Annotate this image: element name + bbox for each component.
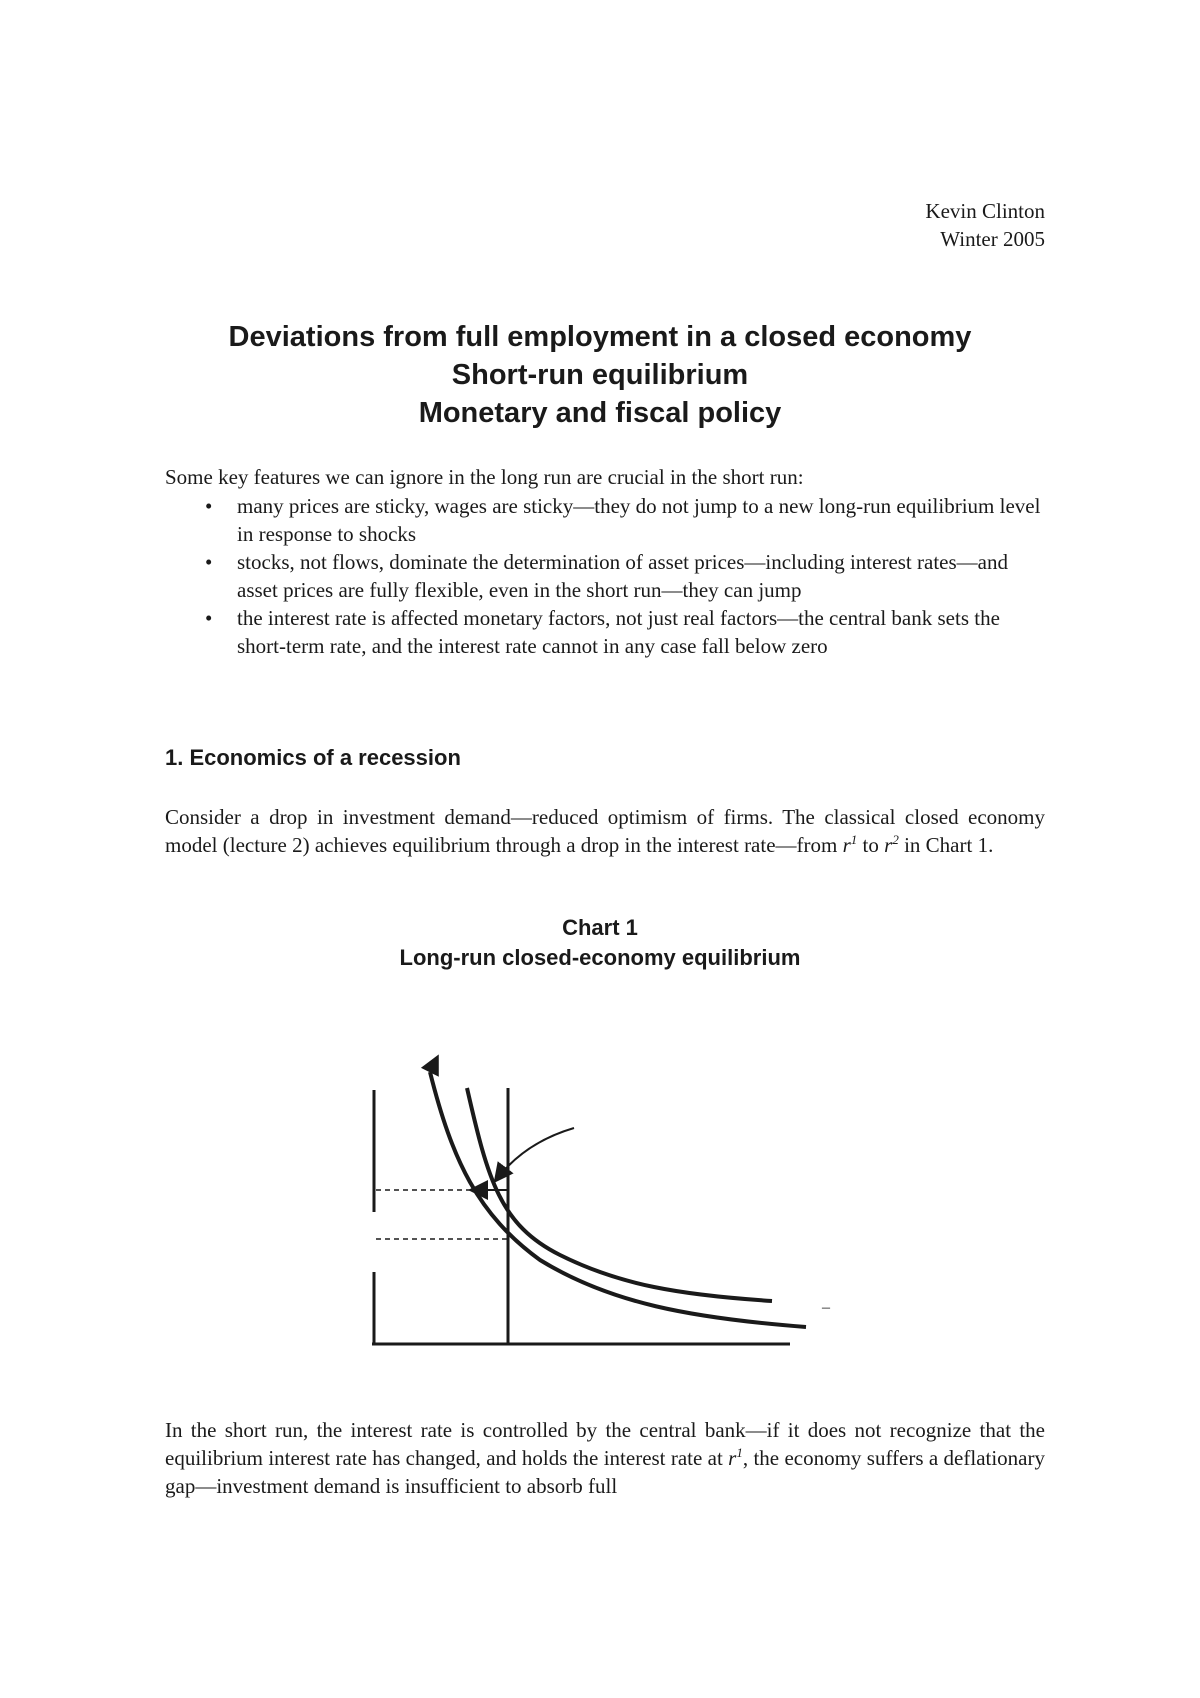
feature-list xyxy=(165,492,1045,660)
bullet-icon: • xyxy=(205,550,213,574)
author-name: Kevin Clinton xyxy=(925,199,1045,223)
chart-title: Long-run closed-economy equilibrium xyxy=(399,945,801,970)
term-date: Winter 2005 xyxy=(940,227,1045,251)
chart-heading xyxy=(0,913,1200,973)
bullet-text: stocks, not flows, dominate the determination of asset prices—including interest rates—and asset prices are fully flexible, even in the short run—they can jump xyxy=(237,550,1008,602)
paragraph-text: to xyxy=(857,833,885,857)
paragraph-text: In the short run, the interest rate is controlled by the central bank—if it does not recognize that the equilibrium interest rate has changed, and holds the interest rate at xyxy=(165,1418,1045,1470)
r-symbol: r xyxy=(842,833,851,857)
curve-shifted xyxy=(430,1072,806,1327)
annotation-pointer xyxy=(496,1128,574,1180)
title-line-1: Deviations from full employment in a closed economy xyxy=(228,321,972,353)
bullet-text: the interest rate is affected monetary factors, not just real factors—the central bank sets the short-term rate, and the interest rate cannot in any case fall below zero xyxy=(237,606,1000,658)
r-symbol: r xyxy=(884,833,893,857)
paragraph-text: Consider a drop in investment demand—reduced optimism of firms. The classical closed economy model (lecture 2) achieves equilibrium through a drop in the interest rate—from xyxy=(165,805,1045,857)
paragraph-text: in Chart 1. xyxy=(898,833,994,857)
list-item xyxy=(165,548,1045,604)
superscript: 2 xyxy=(892,832,899,847)
superscript: 1 xyxy=(850,832,858,847)
paragraph-short-run xyxy=(165,1416,1045,1500)
list-item xyxy=(165,492,1045,548)
superscript: 1 xyxy=(736,1445,743,1460)
bullet-text: many prices are sticky, wages are sticky—they do not jump to a new long-run equilibrium level in response to shocks xyxy=(237,494,1041,546)
section-heading: 1. Economics of a recession xyxy=(165,745,461,770)
r-symbol: r xyxy=(728,1446,737,1470)
document-title xyxy=(0,318,1200,432)
list-item xyxy=(165,604,1045,660)
paragraph-text: , the economy suffers a deflationary gap—investment demand is insufficient to absorb full xyxy=(165,1446,1045,1498)
paragraph-recession xyxy=(165,803,1045,859)
intro-text: Some key features we can ignore in the long run are crucial in the short run: xyxy=(165,465,804,489)
curve-end-marker: – xyxy=(822,1299,830,1316)
curve-original xyxy=(467,1088,772,1301)
chart-label: Chart 1 xyxy=(562,915,638,940)
bullet-icon: • xyxy=(205,494,213,518)
title-line-2: Short-run equilibrium xyxy=(451,359,749,391)
bullet-icon: • xyxy=(205,606,213,630)
title-line-3: Monetary and fiscal policy xyxy=(418,397,782,429)
author-block xyxy=(925,197,1045,253)
shift-arrow-top xyxy=(430,1058,437,1072)
